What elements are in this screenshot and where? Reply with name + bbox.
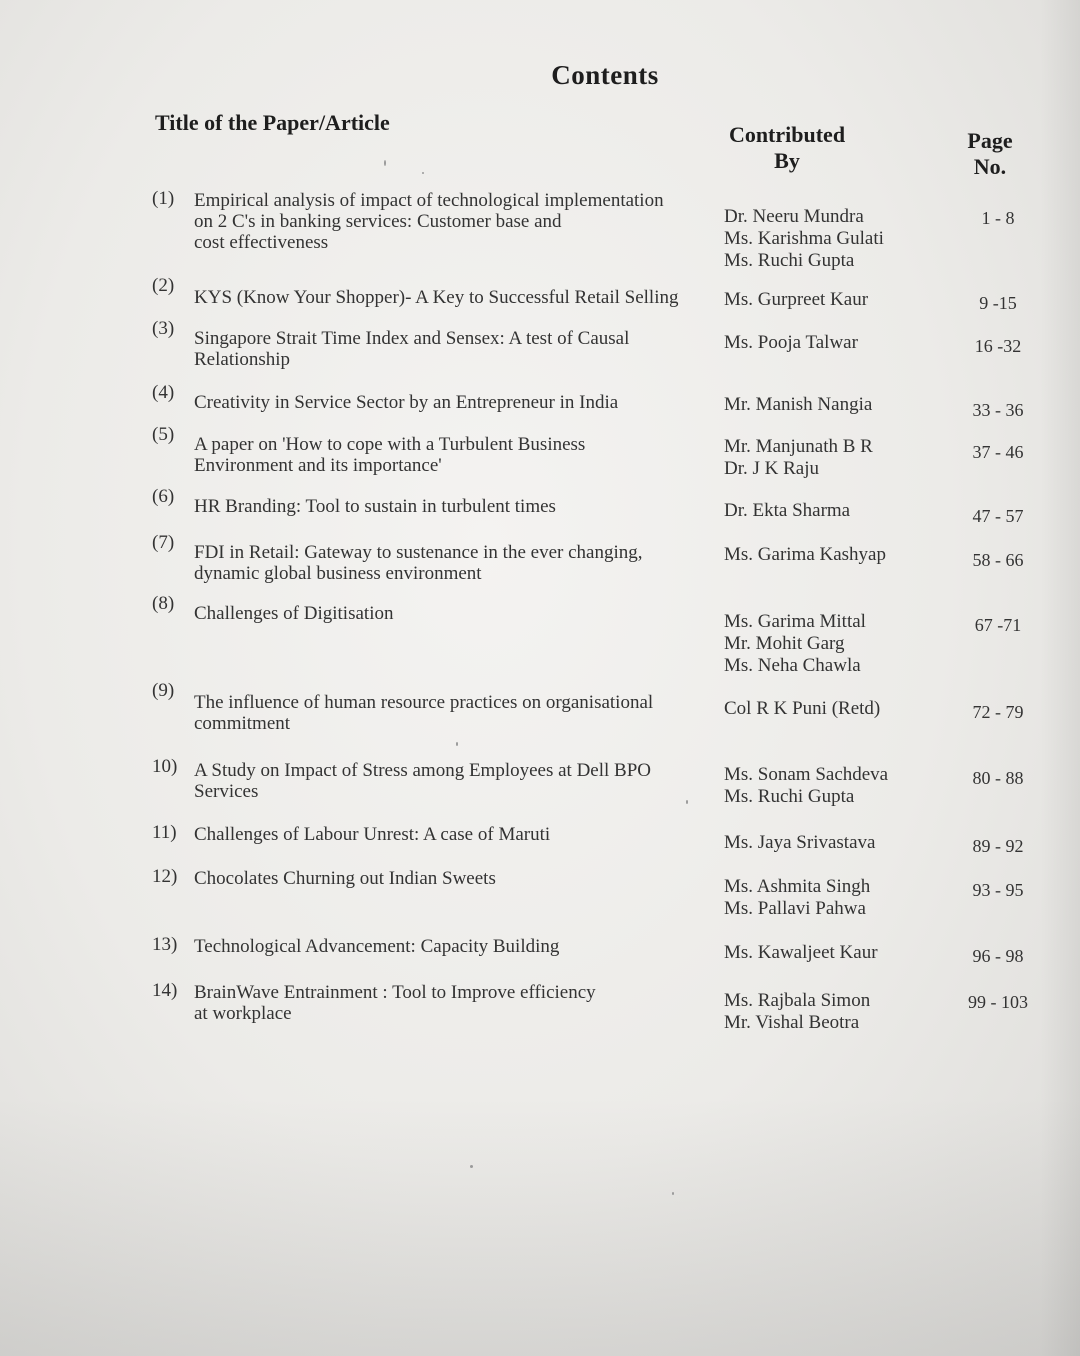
author-name: Ms. Garima Mittal xyxy=(724,611,866,632)
entry-number: 14) xyxy=(152,980,178,1001)
scan-speck xyxy=(672,1192,674,1195)
entry-authors xyxy=(724,289,944,311)
entry-title-line: A paper on 'How to cope with a Turbulent Business xyxy=(194,434,586,455)
entry-number: (4) xyxy=(152,382,175,403)
scan-speck xyxy=(422,172,424,174)
entry-pages: 67 -71 xyxy=(974,615,1022,635)
author-name: Ms. Gurpreet Kaur xyxy=(724,289,869,310)
entry-number: (7) xyxy=(152,532,175,553)
entry-title xyxy=(194,392,722,413)
entry-number: (6) xyxy=(152,486,175,507)
entry-title-line: at workplace xyxy=(194,1003,292,1024)
entry-title-line: Challenges of Digitisation xyxy=(194,603,394,624)
entry-authors xyxy=(724,832,944,854)
author-name: Dr. Neeru Mundra xyxy=(724,206,864,227)
entry-title-line: HR Branding: Tool to sustain in turbulent times xyxy=(194,496,556,517)
entry-pages: 16 -32 xyxy=(974,336,1022,356)
entry-number: (9) xyxy=(152,680,175,701)
entry-title-line: FDI in Retail: Gateway to sustenance in the ever changing, xyxy=(194,542,643,563)
author-name: Ms. Neha Chawla xyxy=(724,655,861,676)
entry-title-line: BrainWave Entrainment : Tool to Improve efficiency xyxy=(194,982,596,1003)
entry-pages: 1 - 8 xyxy=(981,208,1015,228)
entry-title xyxy=(194,287,724,308)
column-header-page-line2: No. xyxy=(973,154,1007,179)
entry-pages: 89 - 92 xyxy=(972,836,1024,856)
entry-title xyxy=(194,868,722,889)
entry-authors xyxy=(724,206,944,272)
entry-authors xyxy=(724,394,944,416)
entry-title xyxy=(194,542,724,584)
author-name: Mr. Manish Nangia xyxy=(724,394,873,415)
entry-authors xyxy=(724,942,944,964)
entry-number: 10) xyxy=(152,756,178,777)
author-name: Ms. Ruchi Gupta xyxy=(724,786,855,807)
scan-speck xyxy=(384,160,386,166)
entry-title-line: on 2 C's in banking services: Customer base and xyxy=(194,211,562,232)
entry-title xyxy=(194,603,722,624)
entry-authors xyxy=(724,436,944,480)
entry-title xyxy=(194,760,724,802)
scan-speck xyxy=(456,742,458,746)
entry-pages: 93 - 95 xyxy=(972,880,1024,900)
entry-authors xyxy=(724,990,944,1034)
entry-number: (8) xyxy=(152,593,175,614)
entry-title-line: Creativity in Service Sector by an Entrepreneur in India xyxy=(194,392,619,413)
author-name: Ms. Jaya Srivastava xyxy=(724,832,876,853)
entry-pages: 99 - 103 xyxy=(968,992,1028,1012)
column-header-contributed-line1: Contributed xyxy=(728,122,846,147)
column-header-contributed xyxy=(712,122,862,174)
entry-title-line: dynamic global business environment xyxy=(194,563,482,584)
author-name: Ms. Garima Kashyap xyxy=(724,544,886,565)
entry-title-line: commitment xyxy=(194,713,291,734)
entry-title-line: Challenges of Labour Unrest: A case of Maruti xyxy=(194,824,551,845)
entry-title xyxy=(194,936,722,957)
entry-pages: 96 - 98 xyxy=(972,946,1024,966)
entry-title xyxy=(194,434,722,476)
scan-speck xyxy=(686,800,688,804)
entry-number: (3) xyxy=(152,318,175,339)
author-name: Ms. Ashmita Singh xyxy=(724,876,871,897)
entry-authors xyxy=(724,611,944,677)
column-header-page-line1: Page xyxy=(967,128,1013,153)
column-header-contributed-line2: By xyxy=(774,148,800,173)
scan-speck xyxy=(470,1165,473,1168)
author-name: Dr. J K Raju xyxy=(724,458,819,479)
author-name: Ms. Karishma Gulati xyxy=(724,228,884,249)
entry-title xyxy=(194,190,722,253)
entry-pages: 9 -15 xyxy=(979,293,1017,313)
entry-title-line: The influence of human resource practices on organisational xyxy=(194,692,654,713)
entry-pages: 33 - 36 xyxy=(972,400,1024,420)
author-name: Dr. Ekta Sharma xyxy=(724,500,851,521)
entry-authors xyxy=(724,876,944,920)
author-name: Col R K Puni (Retd) xyxy=(724,698,881,719)
page-title: Contents xyxy=(551,60,659,90)
entry-title-line: cost effectiveness xyxy=(194,232,329,253)
entry-pages: 72 - 79 xyxy=(972,702,1024,722)
entry-title-line: Singapore Strait Time Index and Sensex: A test of Causal xyxy=(194,328,630,349)
author-name: Ms. Pooja Talwar xyxy=(724,332,858,353)
entry-title-line: Services xyxy=(194,781,259,802)
page-bottom-shadow xyxy=(0,1096,1080,1356)
entry-number: 12) xyxy=(152,866,178,887)
entry-pages: 80 - 88 xyxy=(972,768,1024,788)
author-name: Ms. Sonam Sachdeva xyxy=(724,764,889,785)
entry-number: (5) xyxy=(152,424,175,445)
entry-title-line: Environment and its importance' xyxy=(194,455,442,476)
entry-title xyxy=(194,824,722,845)
entry-number: 11) xyxy=(152,822,177,843)
entry-authors xyxy=(724,698,944,720)
author-name: Mr. Mohit Garg xyxy=(724,633,845,654)
author-name: Mr. Vishal Beotra xyxy=(724,1012,860,1033)
entry-title xyxy=(194,692,724,734)
entry-title-line: Empirical analysis of impact of technological implementation xyxy=(194,190,664,211)
entry-title xyxy=(194,496,722,517)
author-name: Ms. Pallavi Pahwa xyxy=(724,898,866,919)
author-name: Ms. Rajbala Simon xyxy=(724,990,871,1011)
entry-authors xyxy=(724,764,944,808)
author-name: Ms. Ruchi Gupta xyxy=(724,250,855,271)
entry-authors xyxy=(724,332,944,354)
entry-title-line: Relationship xyxy=(194,349,291,370)
entry-title xyxy=(194,328,722,370)
entry-authors xyxy=(724,500,944,522)
entry-title-line: Chocolates Churning out Indian Sweets xyxy=(194,868,496,889)
entry-title xyxy=(194,982,722,1024)
entry-title-line: KYS (Know Your Shopper)- A Key to Successful Retail Selling xyxy=(194,287,679,308)
entry-number: (1) xyxy=(152,188,175,209)
entry-pages: 58 - 66 xyxy=(972,550,1024,570)
entry-pages: 47 - 57 xyxy=(972,506,1024,526)
column-header-title: Title of the Paper/Article xyxy=(155,110,390,135)
entry-authors xyxy=(724,544,944,566)
entry-pages: 37 - 46 xyxy=(972,442,1024,462)
entry-number: (2) xyxy=(152,275,175,296)
entry-title-line: A Study on Impact of Stress among Employees at Dell BPO xyxy=(194,760,652,781)
author-name: Ms. Kawaljeet Kaur xyxy=(724,942,878,963)
entry-title-line: Technological Advancement: Capacity Building xyxy=(194,936,560,957)
entry-number: 13) xyxy=(152,934,178,955)
column-header-page xyxy=(950,128,1030,180)
author-name: Mr. Manjunath B R xyxy=(724,436,873,457)
